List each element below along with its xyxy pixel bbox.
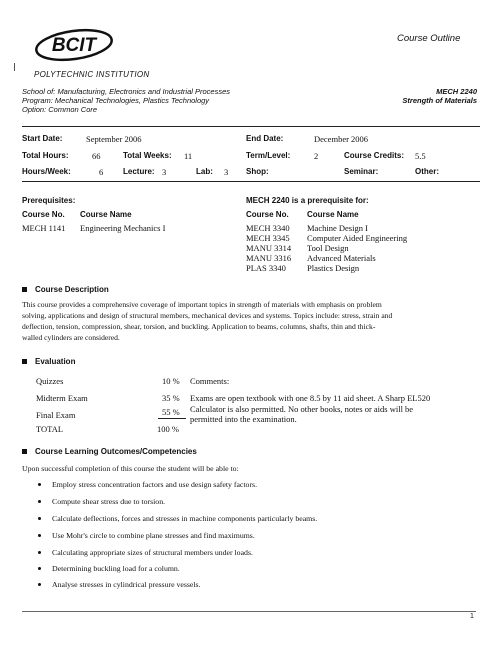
info-top-rule: [22, 126, 480, 127]
list-bullet-icon: [38, 551, 41, 554]
total-hours-value: 66: [92, 151, 101, 161]
course-title: Strength of Materials: [402, 96, 477, 105]
prereq-for-item-no: MANU 3316: [246, 253, 292, 263]
lecture-label: Lecture:: [123, 167, 155, 176]
outcomes-intro: Upon successful completion of this course the student will be able to:: [22, 464, 239, 473]
institution-name: POLYTECHNIC INSTITUTION: [34, 70, 150, 79]
option-line: Option: Common Core: [22, 105, 98, 114]
outcome-item: Analyse stresses in cylindrical pressure vessels.: [52, 580, 201, 589]
outcome-item: Use Mohr's circle to combine plane stresses and find maximums.: [52, 531, 255, 540]
hours-week-value: 6: [99, 167, 104, 177]
prereq-for-item-name: Plastics Design: [307, 263, 360, 273]
eval-total-rule: [158, 418, 186, 419]
course-code: MECH 2240: [436, 87, 477, 96]
outcome-item: Compute shear stress due to torsion.: [52, 497, 166, 506]
total-hours-label: Total Hours:: [22, 151, 69, 160]
prereq-item-no: MECH 1141: [22, 223, 66, 233]
outcome-item: Calculate deflections, forces and stresses in machine components particularly beams.: [52, 514, 318, 523]
lab-label: Lab:: [196, 167, 213, 176]
page-number: 1: [470, 613, 474, 620]
eval-comments-label: Comments:: [190, 376, 230, 386]
list-bullet-icon: [38, 483, 41, 486]
lab-value: 3: [224, 167, 229, 177]
term-value: 2: [314, 151, 319, 161]
prereq-for-item-name: Tool Design: [307, 243, 349, 253]
total-weeks-label: Total Weeks:: [123, 151, 172, 160]
bcit-logo: [34, 27, 114, 63]
evaluation-heading-text: Evaluation: [35, 357, 76, 366]
hours-week-label: Hours/Week:: [22, 167, 71, 176]
description-line: walled cylinders are considered.: [22, 333, 120, 342]
prereq-for-col-name: Course Name: [307, 210, 359, 219]
lecture-value: 3: [162, 167, 167, 177]
term-label: Term/Level:: [246, 151, 291, 160]
eval-comment-line: Calculator is also permitted. No other books, notes or aids will be: [190, 404, 414, 414]
prereq-for-col-no: Course No.: [246, 210, 289, 219]
start-date-label: Start Date:: [22, 134, 63, 143]
other-label: Other:: [415, 167, 439, 176]
seminar-label: Seminar:: [344, 167, 379, 176]
shop-label: Shop:: [246, 167, 269, 176]
description-heading: [22, 285, 109, 294]
outcome-item: Determining buckling load for a column.: [52, 564, 180, 573]
doc-type: Course Outline: [397, 33, 461, 44]
prereq-for-title: MECH 2240 is a prerequisite for:: [246, 196, 369, 205]
info-bottom-rule: [22, 181, 480, 182]
prereq-for-item-name: Machine Design I: [307, 223, 368, 233]
prereq-for-item-name: Advanced Materials: [307, 253, 376, 263]
evaluation-heading: [22, 357, 75, 366]
description-heading-text: Course Description: [35, 285, 109, 294]
end-date-label: End Date:: [246, 134, 284, 143]
footer-rule: [22, 611, 476, 612]
prereq-for-item-name: Computer Aided Engineering: [307, 233, 408, 243]
prereq-for-item-no: PLAS 3340: [246, 263, 286, 273]
start-date-value: September 2006: [86, 134, 142, 144]
eval-row-name: Midterm Exam: [36, 393, 88, 403]
logo-text: BCIT: [51, 35, 97, 56]
eval-row-name: TOTAL: [36, 424, 64, 434]
prereq-col-no: Course No.: [22, 210, 65, 219]
prereq-for-item-no: MECH 3340: [246, 223, 290, 233]
section-bullet-icon: [22, 359, 27, 364]
eval-row-pct: 100 %: [157, 424, 179, 434]
section-bullet-icon: [22, 449, 27, 454]
eval-row-pct: 10 %: [162, 376, 180, 386]
prereq-title: Prerequisites:: [22, 196, 76, 205]
list-bullet-icon: [38, 500, 41, 503]
outcomes-heading: [22, 447, 197, 456]
section-bullet-icon: [22, 287, 27, 292]
list-bullet-icon: [38, 534, 41, 537]
margin-mark: [14, 63, 15, 71]
prereq-for-item-no: MANU 3314: [246, 243, 292, 253]
description-line: deflection, tension, compression, shear, torsion, and buckling. Application to beams, columns, shafts, thin and thick-: [22, 322, 376, 331]
description-line: This course provides a comprehensive coverage of important topics in strength of materials with emphasis on problem: [22, 300, 382, 309]
description-line: solving, applications and design of structural members, mechanical devices and systems. Topics include: stress, strain and: [22, 311, 393, 320]
eval-comment-line: Exams are open textbook with one 8.5 by 11 aid sheet. A Sharp EL520: [190, 393, 431, 403]
outcome-item: Employ stress concentration factors and use design safety factors.: [52, 480, 258, 489]
outcome-item: Calculating appropriate sizes of structural members under loads.: [52, 548, 253, 557]
eval-comment-line: permitted into the examination.: [190, 414, 297, 424]
list-bullet-icon: [38, 517, 41, 520]
eval-row-name: Quizzes: [36, 376, 64, 386]
prereq-col-name: Course Name: [80, 210, 132, 219]
total-weeks-value: 11: [184, 151, 193, 161]
eval-row-pct: 35 %: [162, 393, 180, 403]
list-bullet-icon: [38, 583, 41, 586]
prereq-for-item-no: MECH 3345: [246, 233, 290, 243]
program-line: Program: Mechanical Technologies, Plastics Technology: [22, 96, 210, 105]
eval-row-pct: 55 %: [162, 407, 180, 417]
end-date-value: December 2006: [314, 134, 369, 144]
credits-label: Course Credits:: [344, 151, 405, 160]
credits-value: 5.5: [415, 151, 426, 161]
outcomes-heading-text: Course Learning Outcomes/Competencies: [35, 447, 197, 456]
school-line: School of: Manufacturing, Electronics and Industrial Processes: [22, 87, 231, 96]
prereq-item-name: Engineering Mechanics I: [80, 223, 166, 233]
eval-row-name: Final Exam: [36, 410, 76, 420]
list-bullet-icon: [38, 567, 41, 570]
